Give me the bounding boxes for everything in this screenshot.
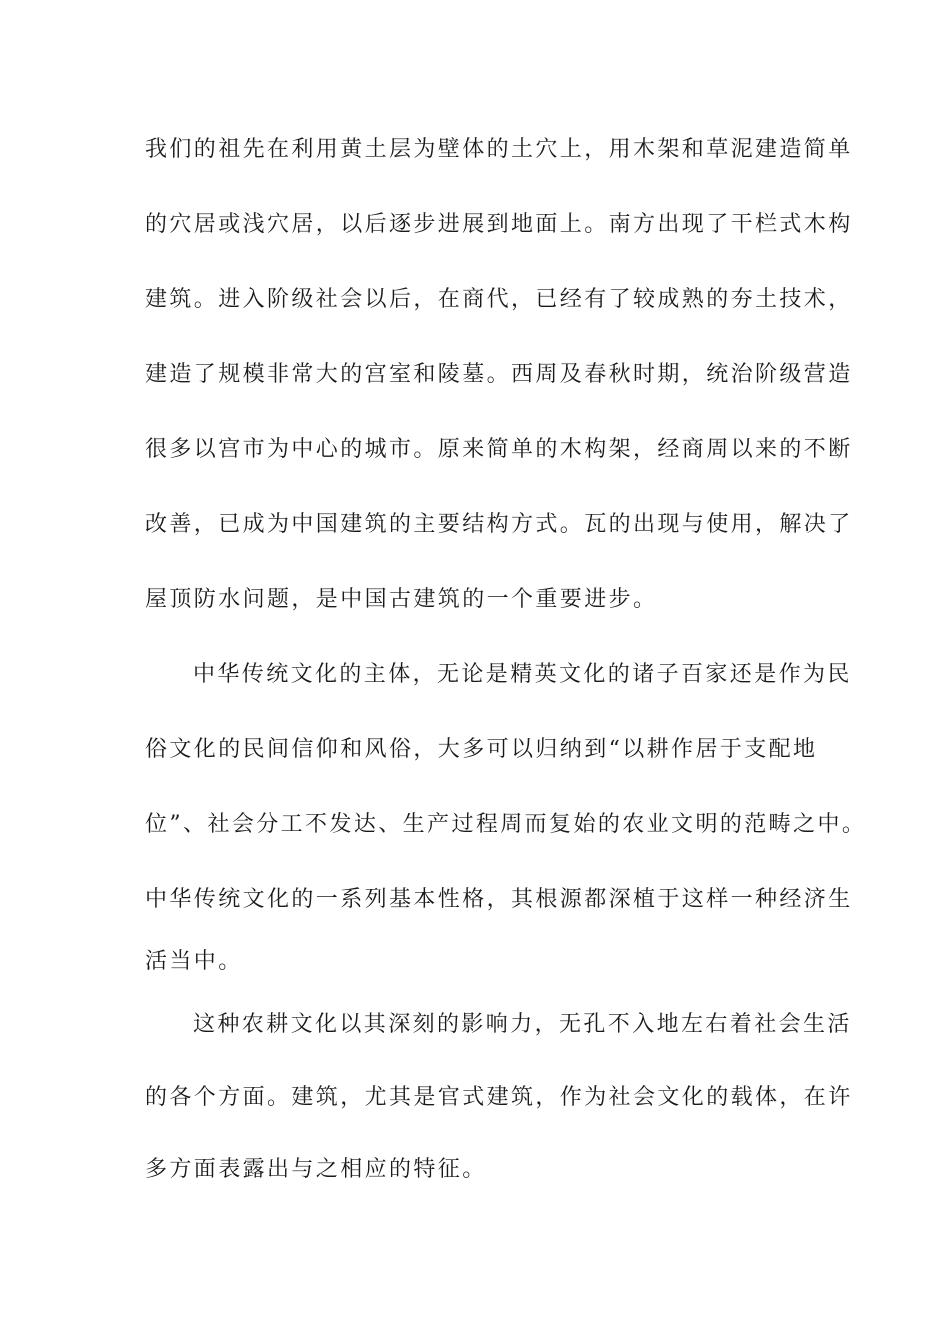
paragraph-1-line-3: 建筑。进入阶级社会以后，在商代，已经有了较成熟的夯土技术， (145, 287, 853, 312)
paragraph-1-line-6: 改善，已成为中国建筑的主要结构方式。瓦的出现与使用，解决了 (145, 512, 853, 537)
paragraph-2-line-3: 位”、社会分工不发达、生产过程周而复始的农业文明的范畴之中。 (145, 812, 867, 837)
paragraph-1-line-1: 我们的祖先在利用黄土层为壁体的土穴上，用木架和草泥建造简单 (145, 137, 853, 162)
paragraph-2-line-2: 俗文化的民间信仰和风俗，大多可以归纳到“以耕作居于支配地 (145, 737, 818, 762)
paragraph-3-line-1: 这种农耕文化以其深刻的影响力，无孔不入地左右着社会生活 (193, 1012, 852, 1037)
paragraph-1-line-2: 的穴居或浅穴居，以后逐步进展到地面上。南方出现了干栏式木构 (145, 212, 853, 237)
paragraph-2-line-5: 活当中。 (145, 949, 243, 974)
paragraph-1-line-4: 建造了规模非常大的宫室和陵墓。西周及春秋时期，统治阶级营造 (145, 362, 853, 387)
paragraph-2-line-4: 中华传统文化的一系列基本性格，其根源都深植于这样一种经济生 (145, 887, 853, 912)
paragraph-2-line-1: 中华传统文化的主体，无论是精英文化的诸子百家还是作为民 (193, 662, 852, 687)
paragraph-3-line-2: 的各个方面。建筑，尤其是官式建筑，作为社会文化的载体，在许 (145, 1085, 853, 1110)
paragraph-1-line-5: 很多以宫市为中心的城市。原来简单的木构架，经商周以来的不断 (145, 437, 853, 462)
paragraph-3-line-3: 多方面表露出与之相应的特征。 (145, 1157, 487, 1182)
paragraph-1-line-7: 屋顶防水问题，是中国古建筑的一个重要进步。 (145, 587, 658, 612)
